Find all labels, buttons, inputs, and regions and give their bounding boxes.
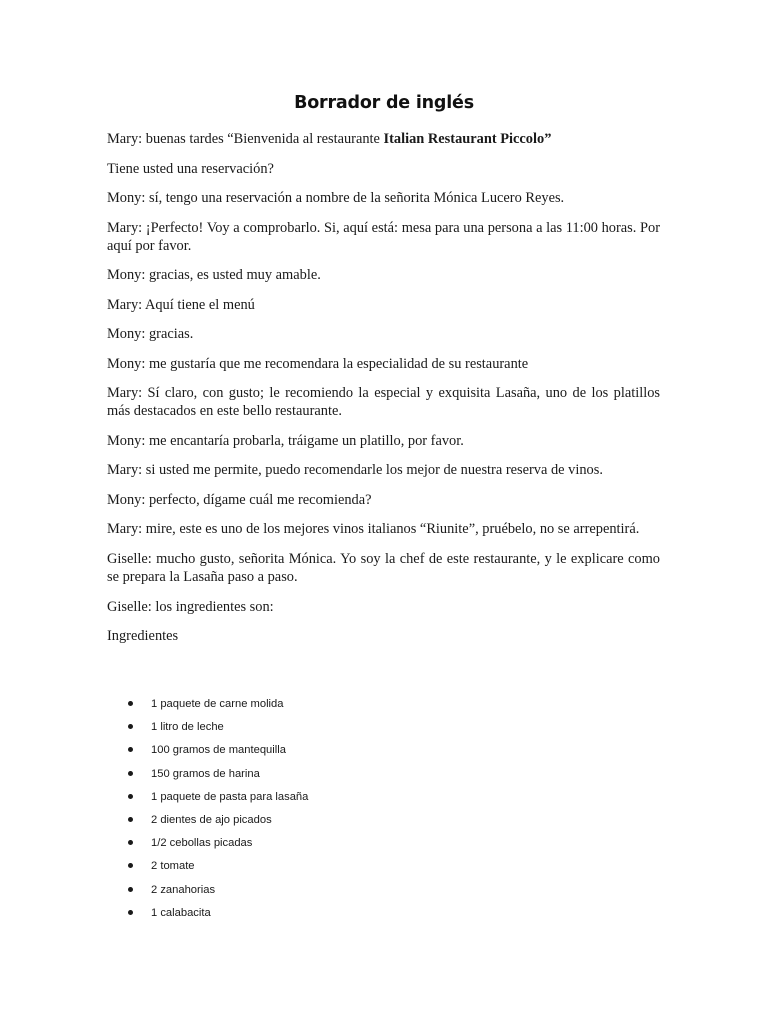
paragraph: Mony: gracias. [107,326,194,343]
bullet-icon [128,771,133,776]
paragraph: Mary: si usted me permite, puedo recomendarle los mejor de nuestra reserva de vinos. [107,462,603,479]
paragraph: Giselle: mucho gusto, señorita Mónica. Yo soy la chef de este restaurante, y le explicare como se prepara la Lasaña paso a paso. [107,550,660,586]
ingredient-label: 2 tomate [151,860,195,873]
list-item [128,696,308,719]
ingredients-heading: Ingredientes [107,628,179,645]
document-body [107,130,660,657]
list-item [128,835,308,858]
list-item [128,719,308,742]
ingredient-label: 2 dientes de ajo picados [151,813,272,826]
paragraph: Tiene usted una reservación? [107,160,274,177]
list-item [128,858,308,881]
bullet-icon [128,863,133,868]
ingredient-label: 1 paquete de carne molida [151,698,284,710]
paragraph: Mony: me encantaría probarla, tráigame un platillo, por favor. [107,432,464,449]
ingredient-label: 150 gramos de harina [151,767,260,780]
bullet-icon [128,747,133,752]
list-item [128,905,308,928]
restaurant-name: Italian Restaurant Piccolo” [383,131,552,147]
ingredient-label: 100 gramos de mantequilla [151,744,286,757]
ingredient-label: 1/2 cebollas picadas [151,837,253,850]
bullet-icon [128,910,133,915]
paragraph: Giselle: los ingredientes son: [107,598,274,615]
ingredient-label: 2 zanahorias [151,883,216,896]
paragraph-greeting [107,130,660,148]
bullet-icon [128,817,133,822]
list-item [128,766,308,789]
paragraph: Mary: Aquí tiene el menú [107,296,255,313]
bullet-icon [128,840,133,845]
paragraph: Mary: mire, este es uno de los mejores vinos italianos “Riunite”, pruébelo, no se arrepentirá. [107,521,640,538]
paragraph: Mony: me gustaría que me recomendara la especialidad de su restaurante [107,355,529,372]
document-title: Borrador de inglés [294,93,474,113]
ingredient-label: 1 calabacita [151,906,211,919]
ingredient-label: 1 paquete de pasta para lasaña [151,790,309,803]
paragraph: Mony: gracias, es usted muy amable. [107,267,321,284]
list-item [128,742,308,765]
list-item [128,882,308,905]
list-item [128,812,308,835]
paragraph: Mony: sí, tengo una reservación a nombre de la señorita Mónica Lucero Reyes. [107,190,565,206]
greeting-text: Mary: buenas tardes “Bienvenida al restaurante [107,131,384,147]
bullet-icon [128,794,133,799]
bullet-icon [128,724,133,729]
ingredient-label: 1 litro de leche [151,721,224,734]
bullet-icon [128,701,133,706]
paragraph: Mary: ¡Perfecto! Voy a comprobarlo. Si, aquí está: mesa para una persona a las 11:00 horas. Por aquí por favor. [107,219,660,254]
paragraph: Mony: perfecto, dígame cuál me recomienda? [107,491,372,508]
ingredients-list [128,696,308,928]
bullet-icon [128,887,133,892]
paragraph: Mary: Sí claro, con gusto; le recomiendo la especial y exquisita Lasaña, uno de los platillos más destacados en este bello restaurante. [107,385,660,420]
list-item [128,789,308,812]
